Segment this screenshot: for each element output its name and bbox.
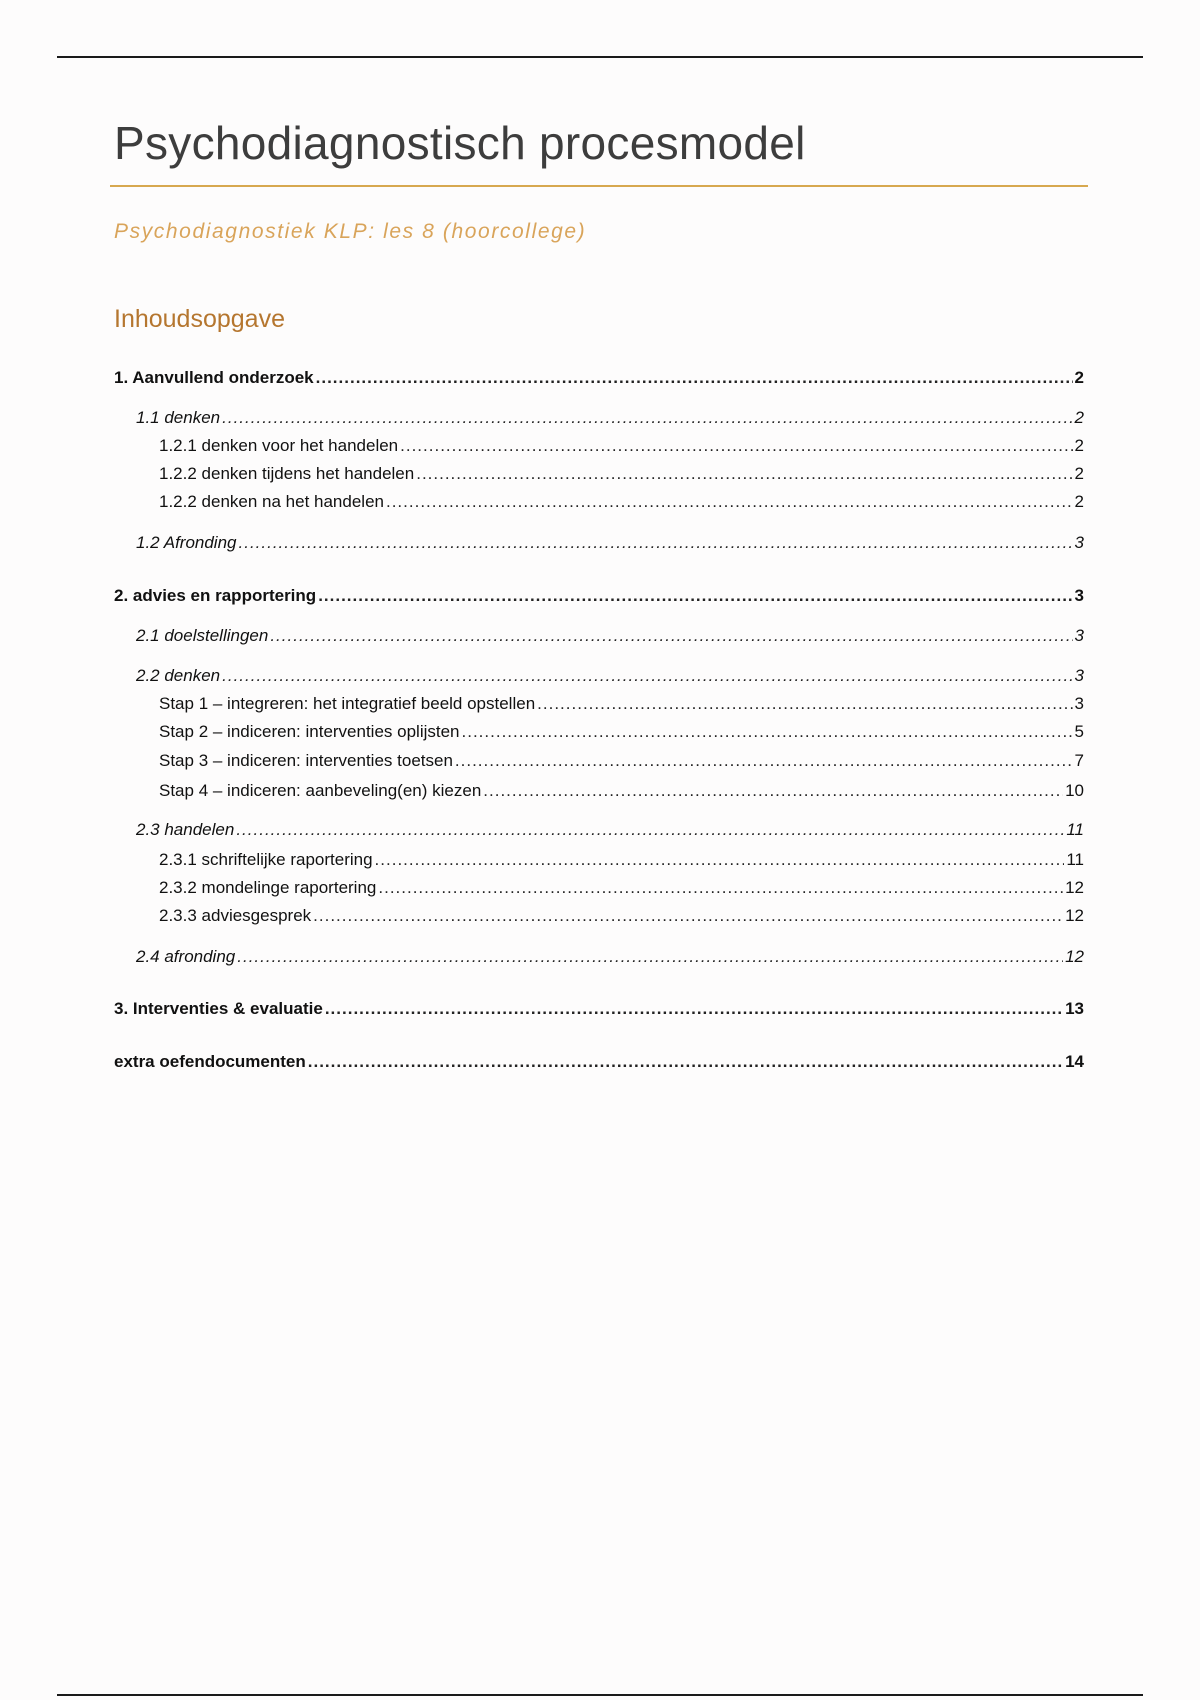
toc-entry-page: 10 — [1065, 781, 1084, 800]
toc-entry-page: 13 — [1065, 999, 1084, 1018]
toc-entry-stap-4[interactable] — [159, 779, 1084, 803]
toc-entry-1-2-2-denken-na[interactable] — [159, 490, 1084, 514]
toc-entry-page: 3 — [1074, 666, 1084, 685]
toc-entry-page: 2 — [1074, 464, 1084, 483]
toc-dot-leader — [270, 624, 1072, 648]
toc-entry-label: 2.3 handelen — [136, 820, 235, 839]
toc-entry-label: 2. advies en rapportering — [114, 586, 317, 605]
toc-entry-page: 14 — [1065, 1052, 1084, 1071]
toc-entry-extra-oefendocumenten[interactable] — [114, 1050, 1084, 1074]
toc-entry-2-3-3-adviesgesprek[interactable] — [159, 904, 1084, 928]
toc-entry-page: 2 — [1074, 436, 1084, 455]
toc-entry-2-3-2-mondelinge[interactable] — [159, 876, 1084, 900]
toc-entry-page: 7 — [1074, 751, 1084, 770]
toc-entry-aanvullend-onderzoek[interactable] — [114, 366, 1084, 390]
toc-entry-1-2-1-denken-voor[interactable] — [159, 434, 1084, 458]
toc-entry-label: 2.4 afronding — [136, 947, 236, 966]
toc-dot-leader — [222, 406, 1072, 430]
toc-entry-page: 12 — [1065, 947, 1084, 966]
toc-entry-2-2-denken[interactable] — [136, 664, 1084, 688]
toc-heading: Inhoudsopgave — [114, 305, 285, 333]
toc-entry-page: 12 — [1065, 906, 1084, 925]
toc-entry-label: 1.1 denken — [136, 408, 221, 427]
toc-entry-label: Stap 1 – integreren: het integratief beeld opstellen — [159, 694, 536, 713]
toc-entry-label: 2.3.3 adviesgesprek — [159, 906, 312, 925]
toc-entry-label: 1.2 Afronding — [136, 533, 237, 552]
toc-entry-label: 1.2.2 denken na het handelen — [159, 492, 384, 511]
toc-dot-leader — [318, 584, 1072, 608]
toc-dot-leader — [386, 490, 1073, 514]
toc-entry-label: 2.3.2 mondelinge raportering — [159, 878, 377, 897]
document-title: Psychodiagnostisch procesmodel — [114, 117, 806, 169]
toc-entry-label: 2.3.1 schriftelijke raportering — [159, 850, 373, 869]
toc-entry-page: 2 — [1074, 492, 1084, 511]
toc-entry-label: Stap 3 – indiceren: interventies toetsen — [159, 751, 453, 770]
page-top-rule — [57, 56, 1143, 58]
toc-entry-1-1-denken[interactable] — [136, 406, 1084, 430]
toc-entry-label: 2.2 denken — [136, 666, 221, 685]
toc-dot-leader — [537, 692, 1072, 716]
title-underline — [110, 185, 1088, 187]
toc-dot-leader — [222, 664, 1072, 688]
toc-dot-leader — [313, 904, 1063, 928]
toc-entry-advies-en-rapportering[interactable] — [114, 584, 1084, 608]
toc-entry-label: 1. Aanvullend onderzoek — [114, 368, 314, 387]
toc-entry-page: 2 — [1074, 408, 1084, 427]
toc-entry-label: Stap 2 – indiceren: interventies oplijsten — [159, 722, 460, 741]
page-bottom-rule — [57, 1694, 1143, 1696]
toc-dot-leader — [416, 462, 1072, 486]
toc-entry-interventies-evaluatie[interactable] — [114, 997, 1084, 1021]
toc-entry-label: 1.2.1 denken voor het handelen — [159, 436, 399, 455]
toc-dot-leader — [375, 848, 1065, 872]
toc-dot-leader — [308, 1050, 1063, 1074]
toc-entry-page: 2 — [1074, 368, 1084, 387]
toc-entry-page: 3 — [1074, 626, 1084, 645]
toc-entry-2-3-1-schriftelijke[interactable] — [159, 848, 1084, 872]
toc-entry-page: 5 — [1074, 722, 1084, 741]
toc-dot-leader — [462, 720, 1073, 744]
toc-entry-page: 3 — [1074, 694, 1084, 713]
toc-dot-leader — [236, 818, 1064, 842]
toc-dot-leader — [483, 779, 1063, 803]
toc-dot-leader — [455, 749, 1073, 773]
document-subtitle: Psychodiagnostiek KLP: les 8 (hoorcollege) — [114, 220, 587, 243]
toc-entry-1-2-afronding[interactable] — [136, 531, 1084, 555]
toc-entry-stap-3[interactable] — [159, 749, 1084, 773]
toc-entry-page: 11 — [1066, 850, 1084, 869]
toc-dot-leader — [237, 945, 1063, 969]
toc-entry-page: 11 — [1066, 820, 1084, 839]
toc-entry-label: 2.1 doelstellingen — [136, 626, 269, 645]
toc-entry-page: 3 — [1074, 586, 1084, 605]
toc-entry-1-2-2-denken-tijdens[interactable] — [159, 462, 1084, 486]
toc-entry-2-4-afronding[interactable] — [136, 945, 1084, 969]
toc-entry-page: 3 — [1074, 533, 1084, 552]
toc-entry-label: extra oefendocumenten — [114, 1052, 306, 1071]
toc-dot-leader — [378, 876, 1063, 900]
toc-entry-page: 12 — [1065, 878, 1084, 897]
toc-entry-stap-1[interactable] — [159, 692, 1084, 716]
toc-entry-stap-2[interactable] — [159, 720, 1084, 744]
toc-entry-2-1-doelstellingen[interactable] — [136, 624, 1084, 648]
toc-dot-leader — [316, 366, 1073, 390]
toc-entry-label: Stap 4 – indiceren: aanbeveling(en) kiezen — [159, 781, 482, 800]
toc-dot-leader — [239, 531, 1073, 555]
toc-entry-2-3-handelen[interactable] — [136, 818, 1084, 842]
toc-entry-label: 1.2.2 denken tijdens het handelen — [159, 464, 415, 483]
toc-dot-leader — [400, 434, 1072, 458]
toc-entry-label: 3. Interventies & evaluatie — [114, 999, 323, 1018]
toc-dot-leader — [325, 997, 1063, 1021]
